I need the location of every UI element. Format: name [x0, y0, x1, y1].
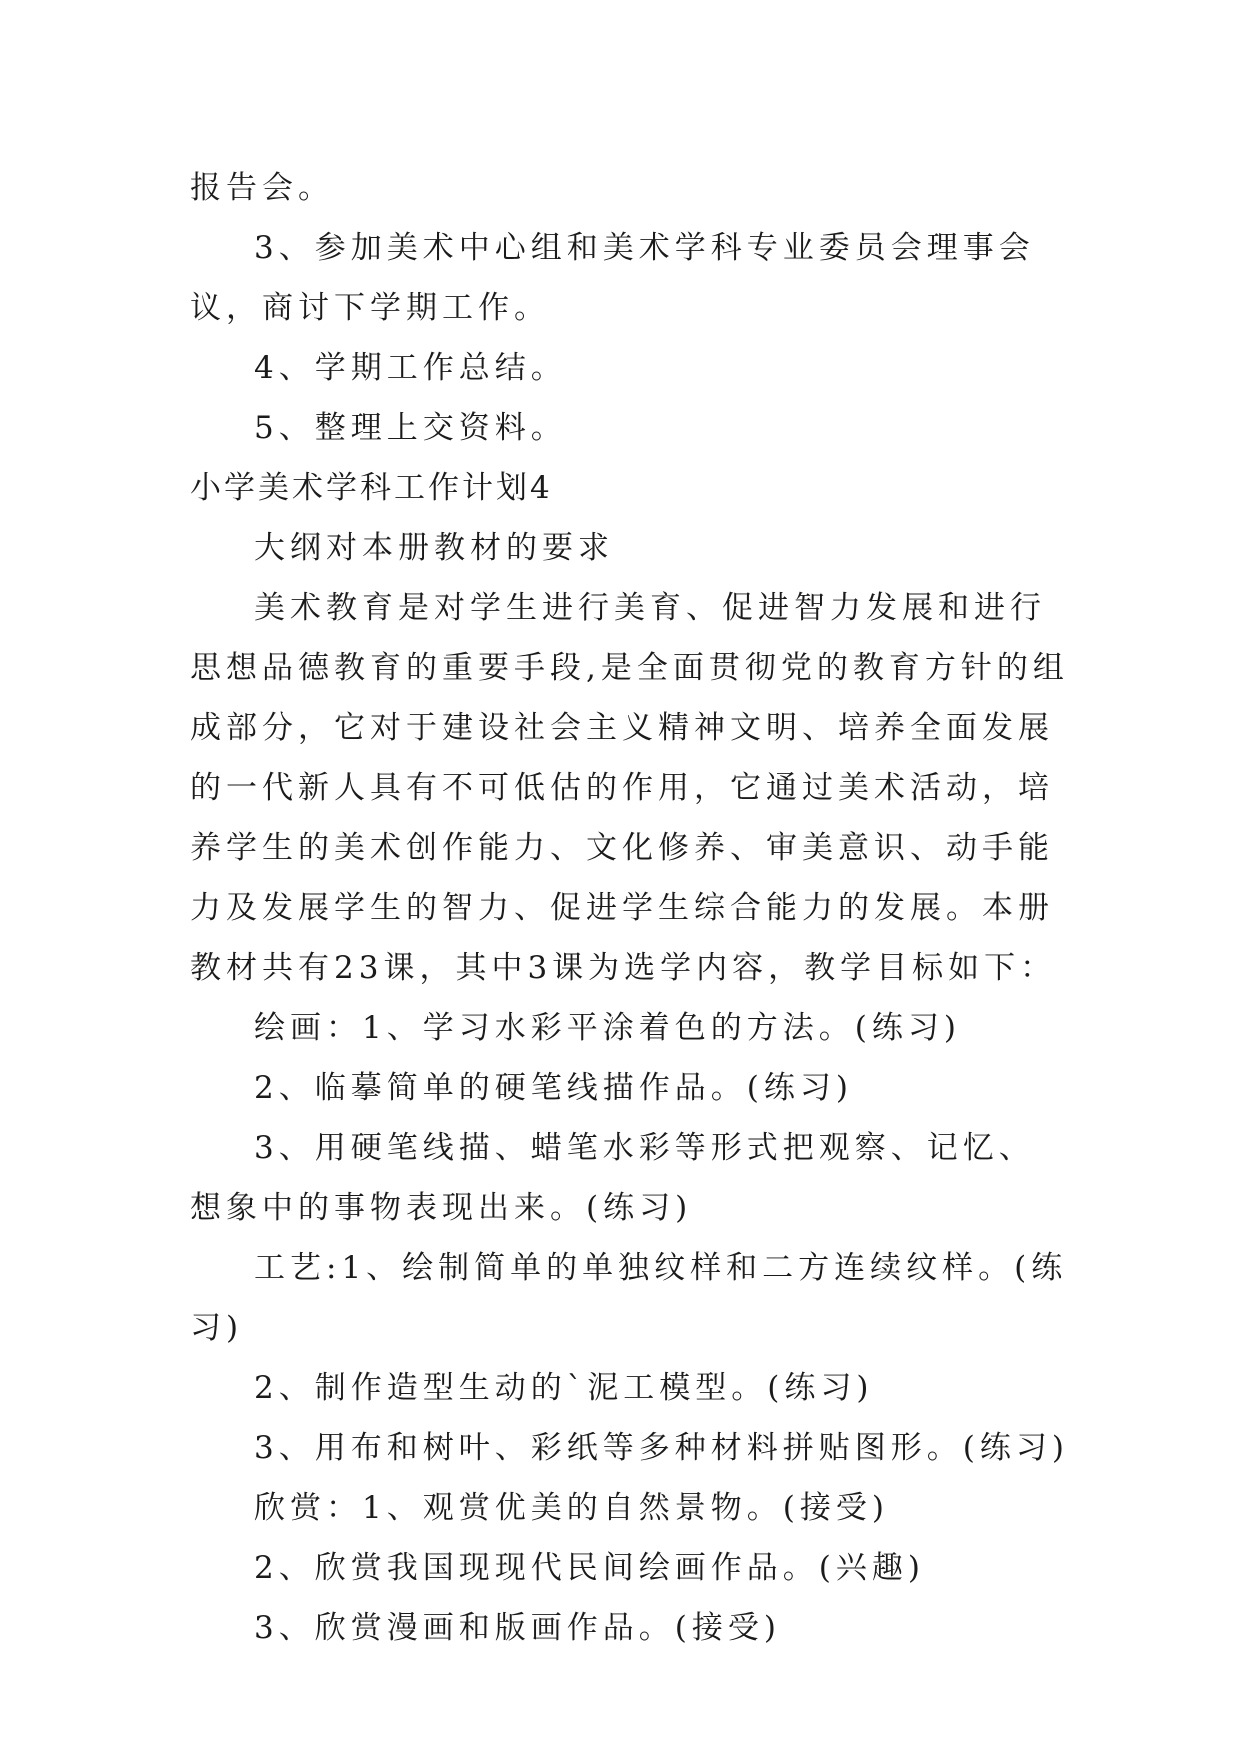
- paragraph-5: 大纲对本册教材的要求: [254, 530, 614, 566]
- paragraph-3: 4、学期工作总结。: [254, 350, 567, 386]
- section-heading: 小学美术学科工作计划4: [190, 470, 553, 506]
- paragraph-10: 工艺:1、绘制简单的单独纹样和二方连续纹样。(练习): [190, 1250, 1068, 1346]
- document-body: [190, 158, 1070, 1658]
- paragraph-2: 3、参加美术中心组和美术学科专业委员会理事会议，商讨下学期工作。: [190, 230, 1035, 326]
- paragraph-6: 美术教育是对学生进行美育、促进智力发展和进行思想品德教育的重要手段,是全面贯彻党的教育方针的组成部分，它对于建设社会主义精神文明、培养全面发展的一代新人具有不可低估的作用，它通过美术活动，培养学生的美术创作能力、文化修养、审美意识、动手能力及发展学生的智力、促进学生综合能力的发展。本册教材共有23课，其中3课为选学内容，教学目标如下：: [190, 590, 1069, 986]
- paragraph-15: 3、欣赏漫画和版画作品。(接受): [254, 1610, 781, 1646]
- paragraph-7: 绘画：1、学习水彩平涂着色的方法。(练习): [254, 1010, 961, 1046]
- paragraph-11: 2、制作造型生动的`泥工模型。(练习): [254, 1370, 874, 1406]
- paragraph-12: 3、用布和树叶、彩纸等多种材料拼贴图形。(练习): [254, 1430, 1069, 1466]
- paragraph-1: 报告会。: [190, 170, 334, 206]
- paragraph-9: 3、用硬笔线描、蜡笔水彩等形式把观察、记忆、想象中的事物表现出来。(练习): [190, 1130, 1035, 1226]
- paragraph-4: 5、整理上交资料。: [254, 410, 567, 446]
- paragraph-8: 2、临摹简单的硬笔线描作品。(练习): [254, 1070, 853, 1106]
- paragraph-13: 欣赏：1、观赏优美的自然景物。(接受): [254, 1490, 889, 1526]
- paragraph-14: 2、欣赏我国现现代民间绘画作品。(兴趣): [254, 1550, 925, 1586]
